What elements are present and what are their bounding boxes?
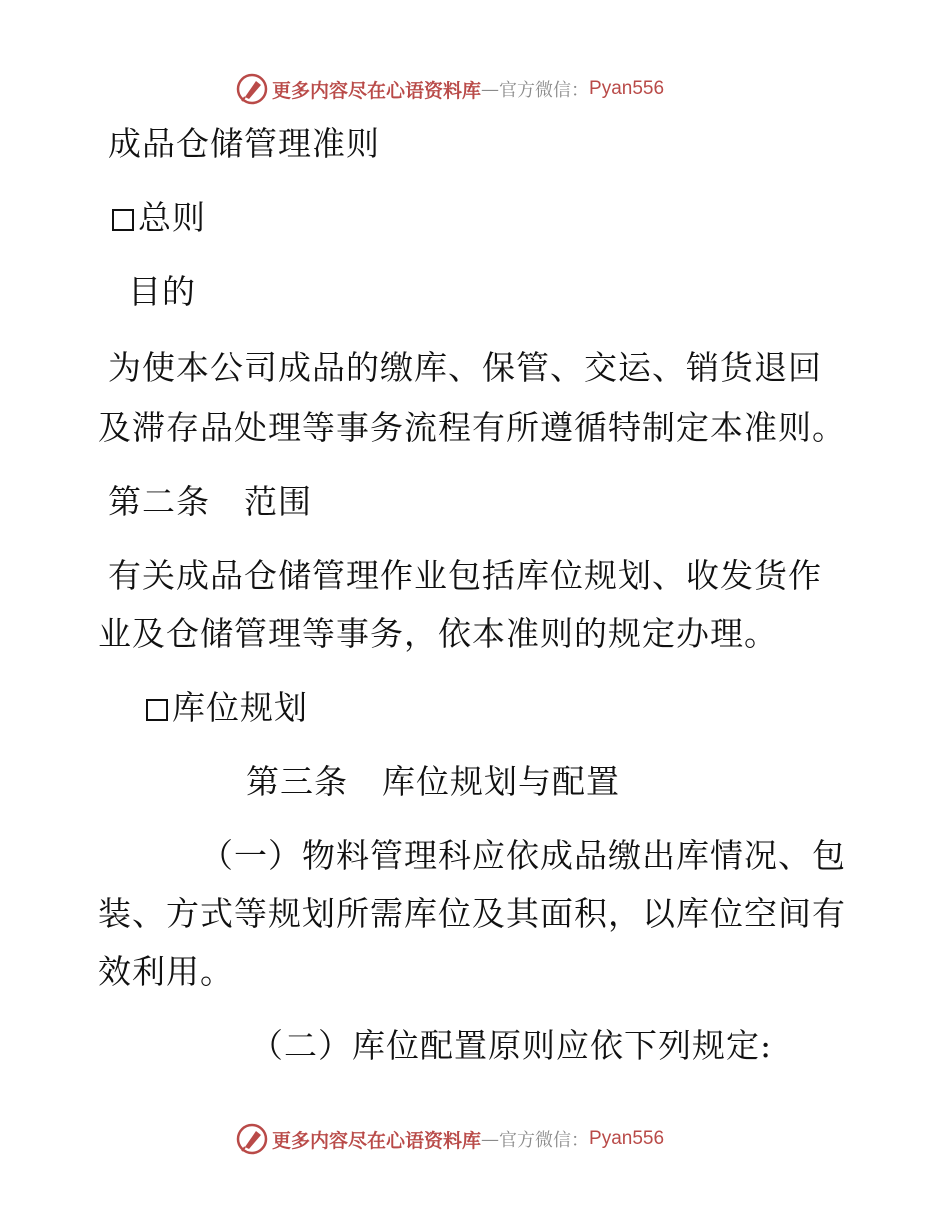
watermark-wechat-label: 官方微信：: [499, 1130, 590, 1151]
watermark-dash: —: [481, 1128, 500, 1150]
pen-nib-logo-icon: [236, 1123, 268, 1155]
pen-nib-logo-icon: [236, 73, 268, 105]
document-title: 成品仓储管理准则: [108, 124, 380, 163]
watermark-site: 更多内容尽在心语资料库: [272, 79, 482, 102]
footer-watermark: [236, 1122, 664, 1156]
item-1-line-2: 装、方式等规划所需库位及其面积，以库位空间有: [98, 894, 846, 933]
section-general: [112, 198, 206, 238]
watermark-dash: —: [481, 78, 500, 100]
purpose-line-2: 及滞存品处理等事务流程有所遵循特制定本准则。: [98, 408, 846, 447]
watermark-site: 更多内容尽在心语资料库: [272, 1129, 482, 1152]
section-location-label: 库位规划: [172, 688, 308, 727]
watermark-wechat-label: 官方微信：: [499, 80, 590, 101]
scope-line-1: 有关成品仓储管理作业包括库位规划、收发货作: [108, 556, 822, 595]
heading-purpose: 目的: [128, 272, 196, 311]
item-1-line-3: 效利用。: [98, 952, 234, 991]
checkbox-square-icon: [146, 699, 168, 721]
section-location: [146, 688, 308, 728]
item-1-line-1: （一）物料管理科应依成品缴出库情况、包: [200, 836, 846, 875]
item-2-line-1: （二）库位配置原则应依下列规定:: [250, 1026, 773, 1065]
article-3-heading: 第三条 库位规划与配置: [246, 762, 620, 801]
section-general-label: 总则: [138, 198, 206, 237]
watermark-wechat-id: Pyan556: [589, 1128, 665, 1149]
scope-line-2: 业及仓储管理等事务，依本准则的规定办理。: [98, 614, 778, 653]
watermark-wechat-id: Pyan556: [589, 78, 665, 99]
header-watermark: [236, 72, 664, 106]
article-2-heading: 第二条 范围: [108, 482, 312, 521]
checkbox-square-icon: [112, 209, 134, 231]
purpose-line-1: 为使本公司成品的缴库、保管、交运、销货退回: [108, 348, 822, 387]
